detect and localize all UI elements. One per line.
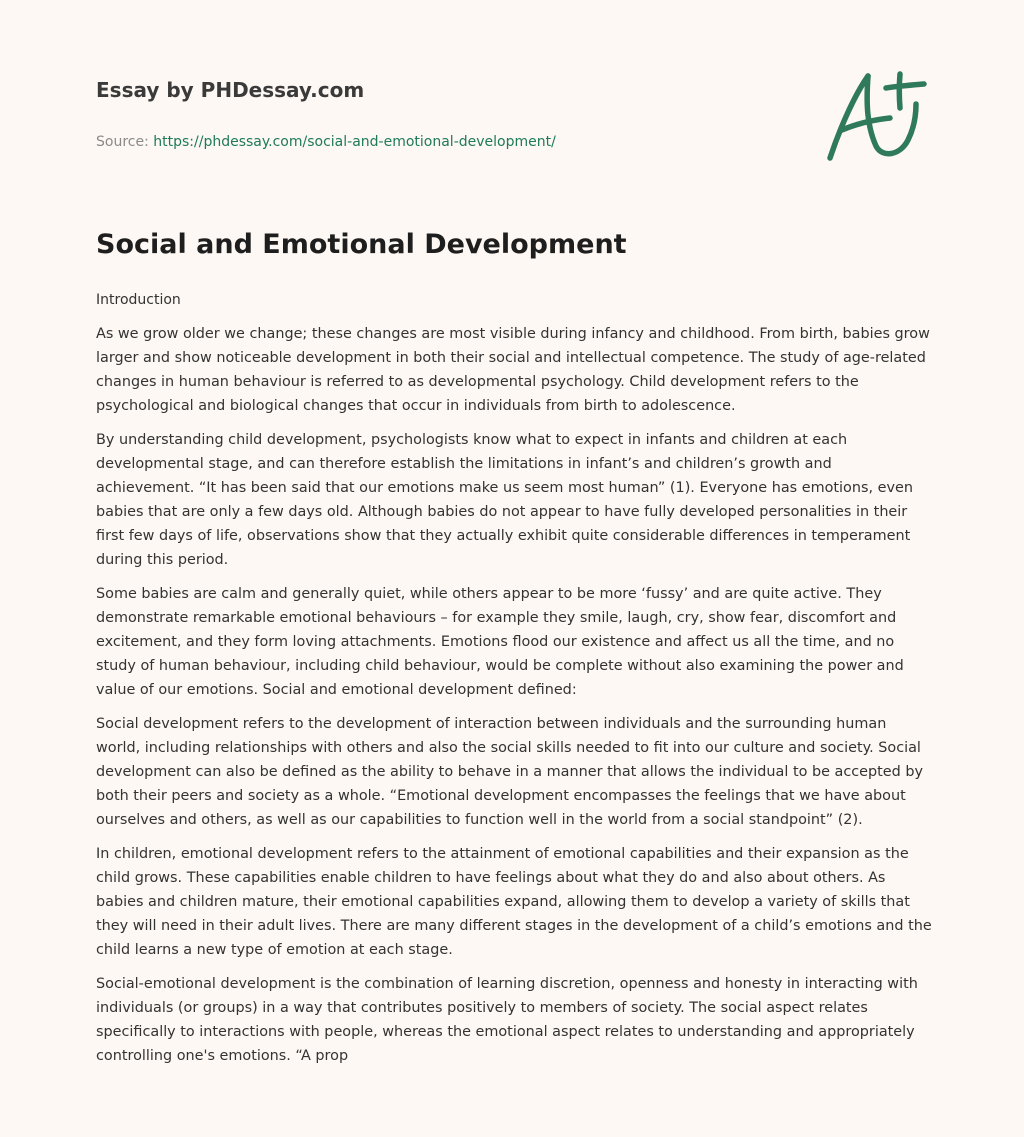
- source-label: Source:: [96, 134, 149, 150]
- source-link[interactable]: https://phdessay.com/social-and-emotional-development/: [153, 134, 556, 150]
- paragraph: As we grow older we change; these changes are most visible during infancy and childhood. From birth, babies grow larger and show noticeable development in both their social and intellectual competence. The study of age-related changes in human behaviour is referred to as developmental psychology. Child development refers to the psychological and biological changes that occur in individuals from birth to adolescence.: [96, 326, 930, 414]
- site-title: Essay by PHDessay.com: [96, 78, 365, 102]
- page-header: [96, 74, 796, 152]
- paragraph: Some babies are calm and generally quiet, while others appear to be more ‘fussy’ and are quite active. They demonstrate remarkable emotional behaviours – for example they smile, laugh, cry, show fear, discomfort and excitement, and they form loving attachments. Emotions flood our existence and affect us all the time, and no study of human behaviour, including child behaviour, would be complete without also examining the power and value of our emotions. Social and emotional development defined:: [96, 586, 904, 698]
- section-heading-introduction: Introduction: [96, 292, 181, 308]
- a-plus-grade-icon: [820, 66, 930, 166]
- paragraph: In children, emotional development refers to the attainment of emotional capabilities and their expansion as the child grows. These capabilities enable children to have feelings about what they do and also about others. As babies and children mature, their emotional capabilities expand, allowing them to develop a variety of skills that they will need in their adult lives. There are many different stages in the development of a child’s emotions and the child learns a new type of emotion at each stage.: [96, 846, 932, 958]
- paragraph: Social development refers to the development of interaction between individuals and the surrounding human world, including relationships with others and also the social skills needed to fit into our culture and society. Social development can also be defined as the ability to behave in a manner that allows the individual to be accepted by both their peers and society as a whole. “Emotional development encompasses the feelings that we have about ourselves and others, as well as our capabilities to function well in the world from a social standpoint” (2).: [96, 716, 924, 828]
- a-plus-logo-svg: [820, 66, 930, 166]
- paragraph: By understanding child development, psychologists know what to expect in infants and children at each developmental stage, and can therefore establish the limitations in infant’s and children’s growth and achievement. “It has been said that our emotions make us seem most human” (1). Everyone has emotions, even babies that are only a few days old. Although babies do not appear to have fully developed personalities in their first few days of life, observations show that they actually exhibit quite considerable differences in temperament during this period.: [96, 432, 913, 568]
- source-line: [96, 132, 796, 152]
- article: [96, 224, 932, 1068]
- article-title: Social and Emotional Development: [96, 229, 627, 260]
- paragraph: Social-emotional development is the combination of learning discretion, openness and honesty in interacting with individuals (or groups) in a way that contributes positively to members of society. The social aspect relates specifically to interactions with people, whereas the emotional aspect relates to understanding and appropriately controlling one's emotions. “A prop: [96, 976, 918, 1064]
